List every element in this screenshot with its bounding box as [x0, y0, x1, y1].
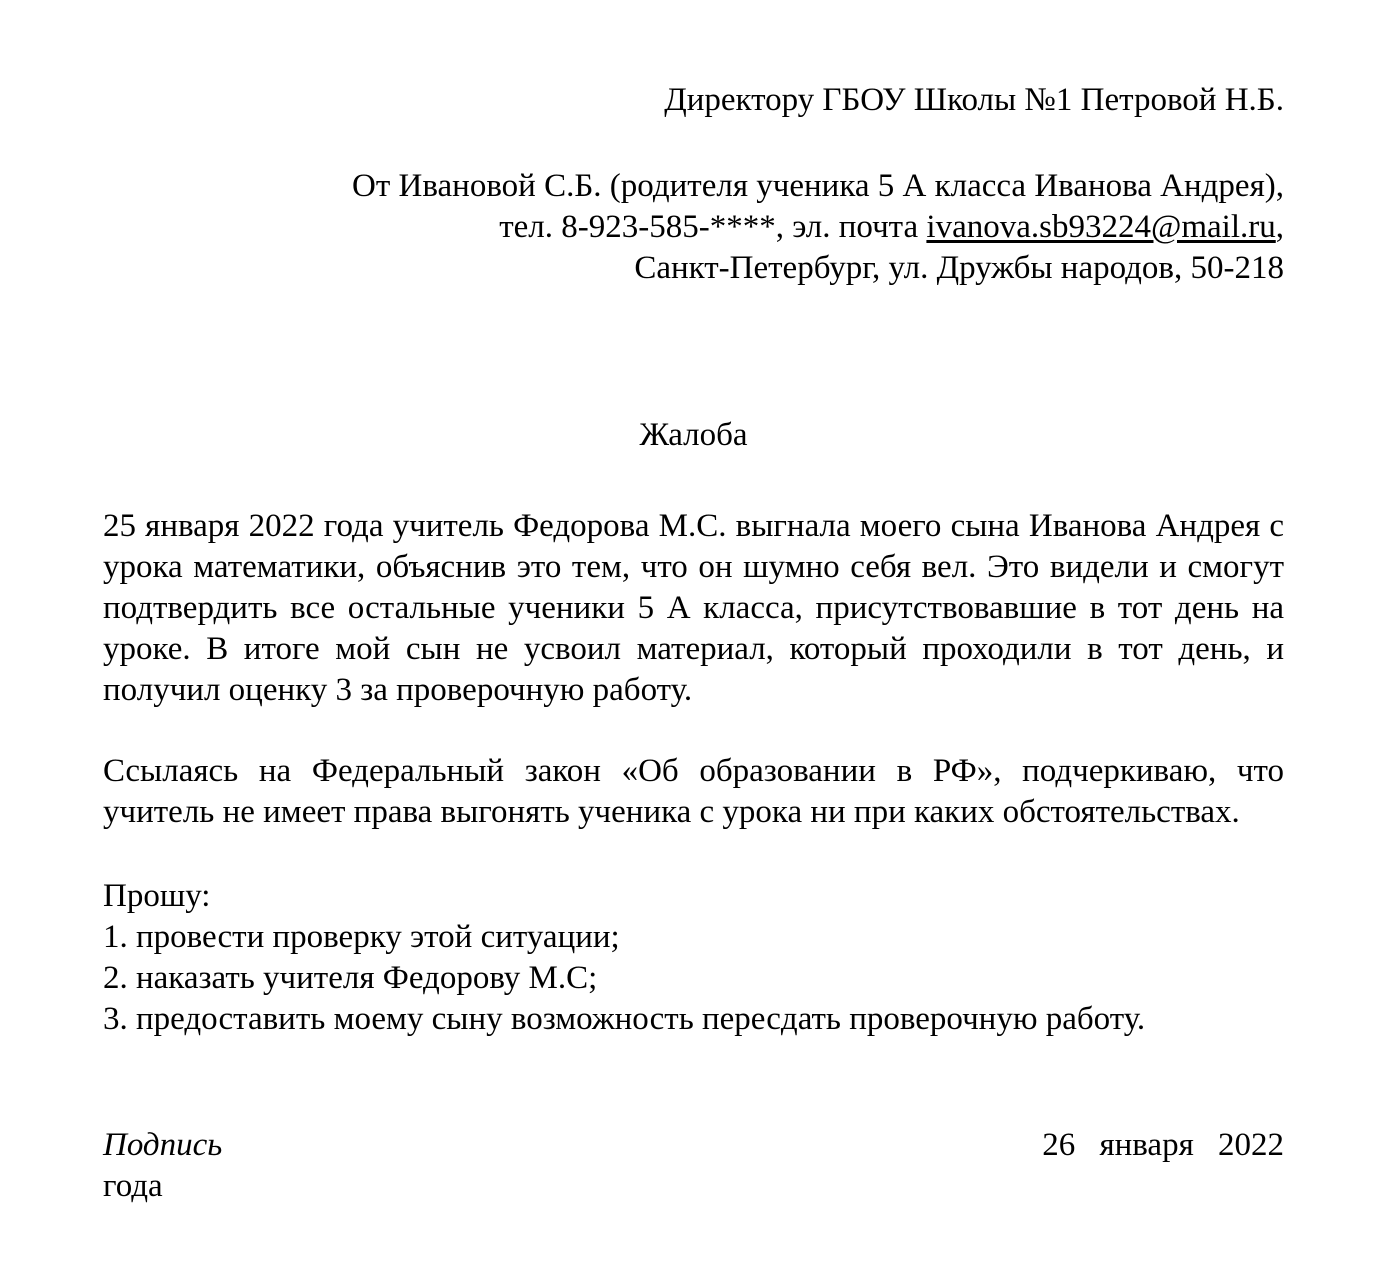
request-list	[103, 917, 1284, 1040]
sender-line: От Ивановой С.Б. (родителя ученика 5 А класса Иванова Андрея),	[352, 168, 1284, 204]
signature-date-tail: года	[103, 1168, 163, 1204]
request-item-3: 3. предоставить моему сыну возможность пересдать проверочную работу.	[103, 1001, 1146, 1037]
address-line: Санкт-Петербург, ул. Дружбы народов, 50-218	[634, 250, 1284, 286]
recipient-line: Директору ГБОУ Школы №1 Петровой Н.Б.	[664, 82, 1284, 118]
signature-row	[103, 1125, 1284, 1166]
phone-text: тел. 8-923-585-****, эл. почта	[499, 209, 927, 245]
paragraph-law-reference: Ссылаясь на Федеральный закон «Об образовании в РФ», подчеркиваю, что учитель не имеет права выгонять ученика с урока ни при каких обстоятельствах.	[103, 753, 1284, 830]
paragraph-incident: 25 января 2022 года учитель Федорова М.С. выгнала моего сына Иванова Андрея с урока математики, объяснив это тем, что он шумно себя вел. Это видели и смогут подтвердить все остальные ученики 5 А класса, присутствовавшие в тот день на уроке. В итоге мой сын не усвоил материал, который проходили в тот день, и получил оценку 3 за проверочную работу.	[103, 508, 1284, 708]
letter-title: Жалоба	[639, 417, 748, 453]
request-item-1: 1. провести проверку этой ситуации;	[103, 919, 620, 955]
contact-line	[103, 207, 1284, 248]
request-intro: Прошу:	[103, 878, 211, 914]
signature-date: 26 января 2022	[1042, 1127, 1284, 1163]
request-item-2: 2. наказать учителя Федорову М.С;	[103, 960, 598, 996]
email-link[interactable]: ivanova.sb93224@mail.ru	[926, 209, 1276, 245]
signature-label: Подпись	[103, 1127, 223, 1163]
contact-suffix: ,	[1275, 209, 1284, 245]
